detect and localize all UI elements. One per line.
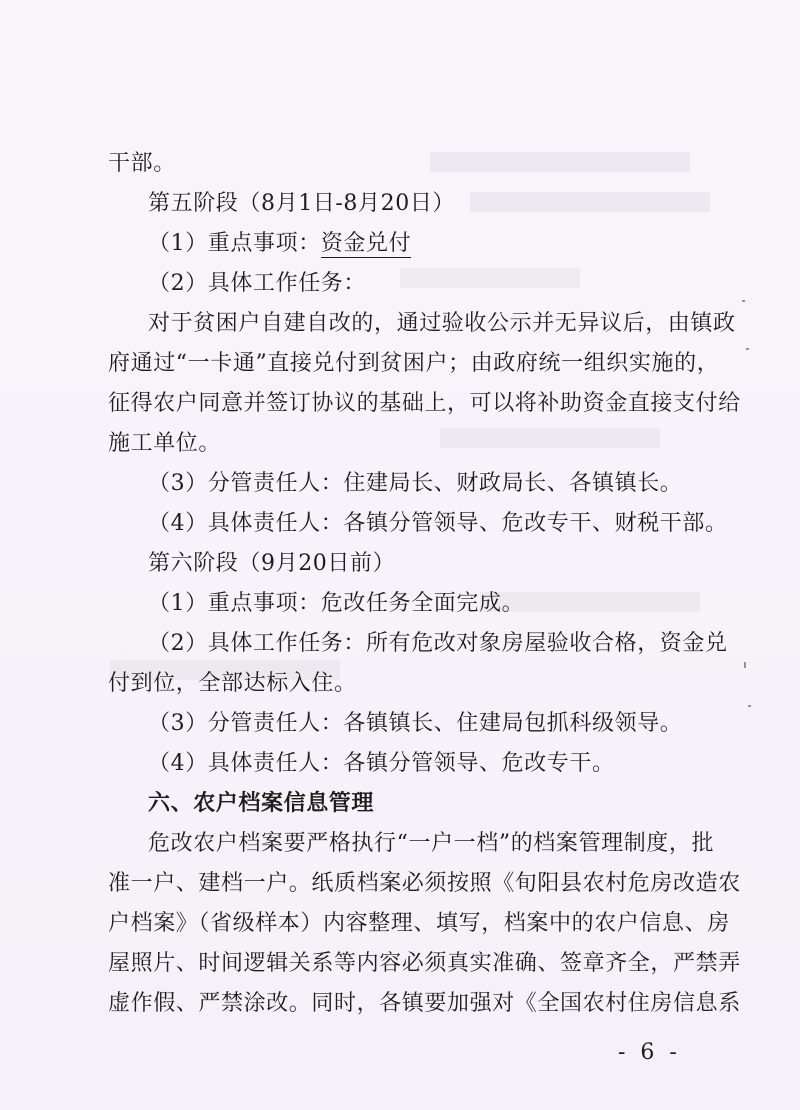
paragraph-line: 对于贫困户自建自改的，通过验收公示并无异议后，由镇政: [148, 311, 736, 336]
underlined-term: 资金兑付: [320, 231, 412, 256]
scan-speck: [742, 300, 745, 302]
stage-heading: 第六阶段（9月20日前）: [148, 551, 396, 576]
paragraph-line: 付到位，全部达标入住。: [108, 671, 357, 696]
paragraph-line: 施工单位。: [108, 431, 222, 456]
paragraph-line: 屋照片、时间逻辑关系等内容必须真实准确、签章齐全，严禁弄: [108, 951, 741, 976]
paragraph-line: （1）重点事项：危改任务全面完成。: [148, 591, 525, 616]
scan-speck: [748, 705, 751, 707]
bleed-through-mark: [430, 152, 690, 172]
bleed-through-mark: [440, 428, 660, 448]
item-label: （1）重点事项：: [148, 231, 321, 256]
paragraph-line: 准一户、建档一户。纸质档案必须按照《旬阳县农村危房改造农: [108, 871, 741, 896]
section-heading: 六、农户档案信息管理: [148, 791, 375, 816]
paragraph-line: （3）分管责任人：各镇镇长、住建局包抓科级领导。: [148, 711, 683, 736]
scan-speck: [746, 348, 749, 350]
scan-speck: [744, 662, 746, 668]
paragraph-line: （4）具体责任人：各镇分管领导、危改专干、财税干部。: [148, 511, 728, 536]
bleed-through-mark: [400, 268, 580, 288]
bleed-through-mark: [470, 192, 710, 212]
paragraph-line: （3）分管责任人：住建局长、财政局长、各镇镇长。: [148, 471, 683, 496]
paragraph-line: （2）具体工作任务：所有危改对象房屋验收合格，资金兑: [148, 631, 728, 656]
paragraph-line: 府通过“一卡通”直接兑付到贫困户；由政府统一组织实施的，: [108, 351, 720, 376]
stage-heading: 第五阶段（8月1日-8月20日）: [148, 191, 456, 216]
paragraph-line: （4）具体责任人：各镇分管领导、危改专干。: [148, 751, 615, 776]
paragraph-line: 干部。: [108, 151, 176, 176]
paragraph-line: 征得农户同意并签订协议的基础上，可以将补助资金直接支付给: [108, 391, 741, 416]
paragraph-line: 虚作假、严禁涂改。同时，各镇要加强对《全国农村住房信息系: [108, 991, 741, 1016]
paragraph-line: [148, 230, 411, 258]
page-number: - 6 -: [618, 1040, 681, 1065]
paragraph-line: （2）具体工作任务：: [148, 271, 366, 296]
paragraph-line: 危改农户档案要严格执行“一户一档”的档案管理制度，批: [148, 831, 715, 856]
paragraph-line: 户档案》（省级样本）内容整理、填写，档案中的农户信息、房: [108, 911, 730, 936]
